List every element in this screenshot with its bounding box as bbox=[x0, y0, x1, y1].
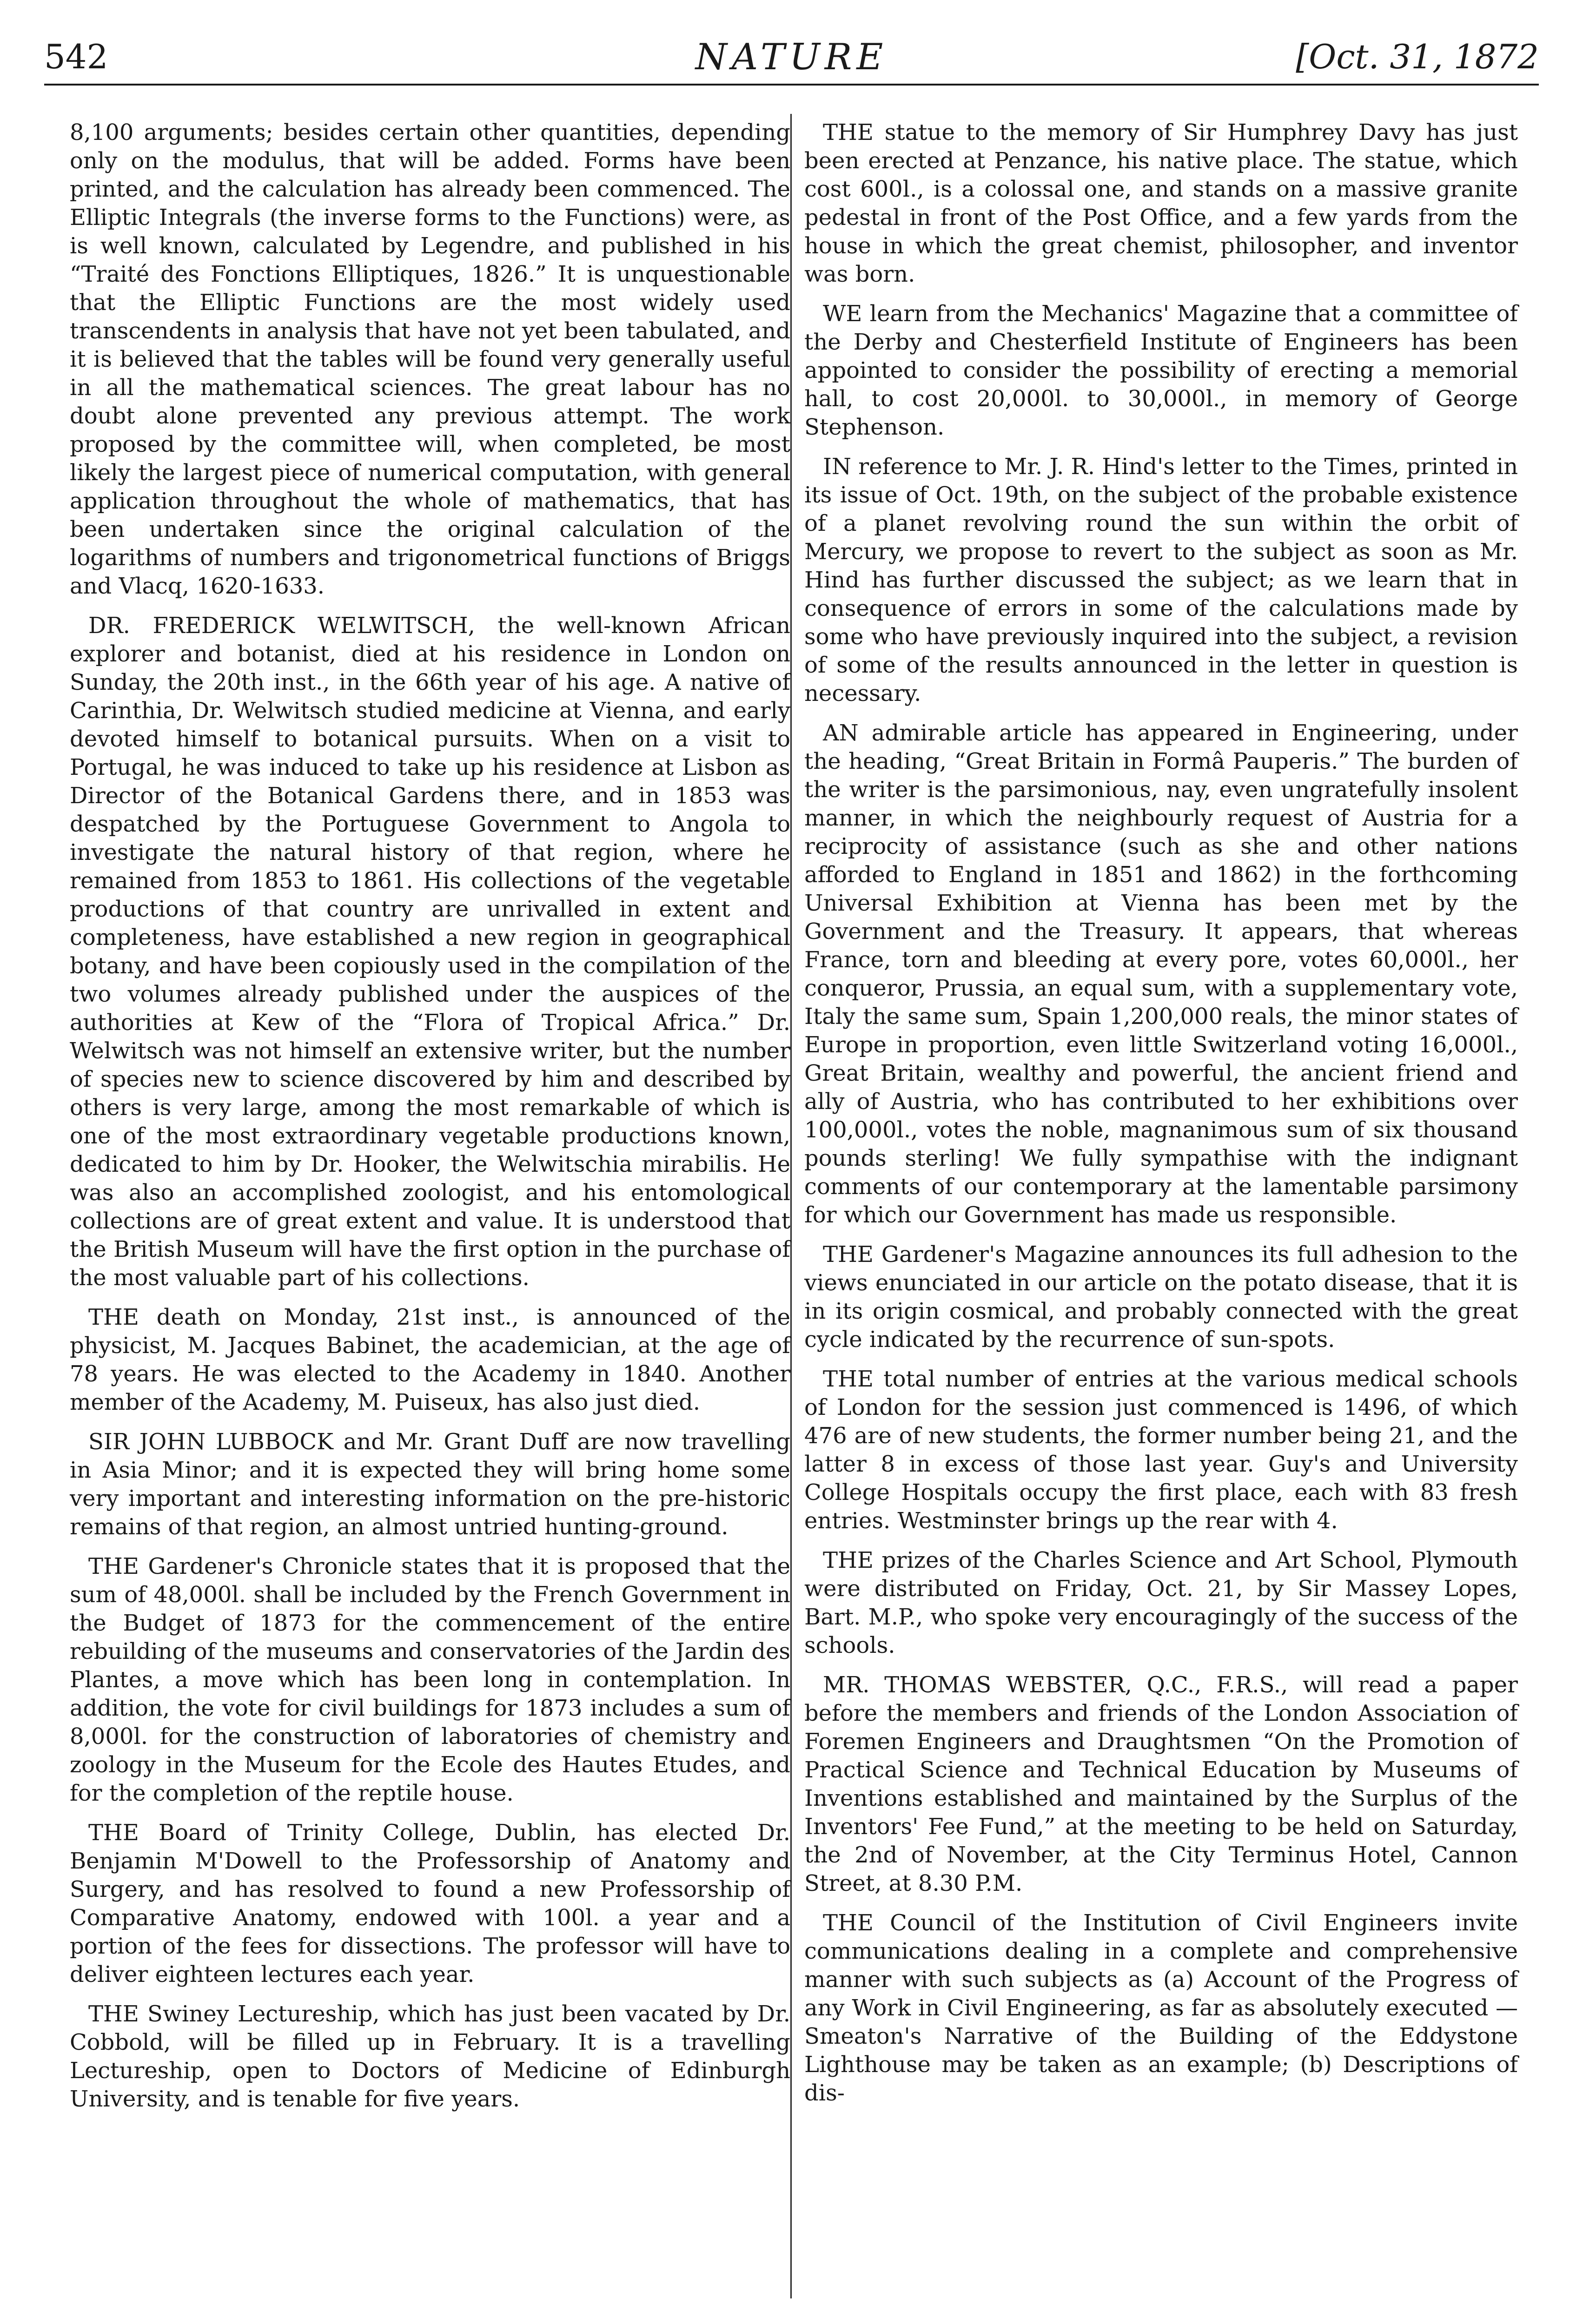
page-number: 542 bbox=[44, 37, 108, 76]
paragraph: AN admirable article has appeared in Engineering, under the heading, “Great Britain in Formâ Pauperis.” The burden of the writer is the parsimonious, nay, even ungratefully insolent manner, in which the neighbourly request of Austria for a reciprocity of assistance (such as she and other nations afforded to England in 1851 and 1862) in the forthcoming Universal Exhibition at Vienna has been met by the Government and the Treasury. It appears, that whereas France, torn and bleeding at every pore, votes 60,000l., her conqueror, Prussia, an equal sum, with a supplementary vote, Italy the same sum, Spain 1,200,000 reals, the minor states of Europe in proportion, even little Switzerland voting 16,000l., Great Britain, wealthy and powerful, the ancient friend and ally of Austria, who has contributed to her exhibitions over 100,000l., votes the noble, magnanimous sum of six thousand pounds sterling! We fully sympathise with the indignant comments of our contemporary at the lamentable parsimony for which our Government has made us responsible. bbox=[804, 720, 1518, 1228]
paragraph: THE death on Monday, 21st inst., is announced of the physicist, M. Jacques Babinet, the academician, at the age of 78 years. He was elected to the Academy in 1840. Another member of the Academy, M. Puiseux, has also just died. bbox=[70, 1304, 790, 1415]
right-column bbox=[804, 119, 1518, 2119]
paragraph: SIR JOHN LUBBOCK and Mr. Grant Duff are now travelling in Asia Minor; and it is expected they will bring home some very important and interesting information on the pre-historic remains of that region, an almost untried hunting-ground. bbox=[70, 1429, 790, 1540]
left-column bbox=[70, 119, 790, 2125]
paragraph: WE learn from the Mechanics' Magazine that a committee of the Derby and Chesterfield Institute of Engineers has been appointed to consider the possibility of erecting a memorial hall, to cost 20,000l. to 30,000l., in memory of George Stephenson. bbox=[804, 301, 1518, 440]
page-header bbox=[44, 28, 1539, 86]
paragraph: THE Council of the Institution of Civil Engineers invite communications dealing in a complete and comprehensive manner with such subjects as (a) Account of the Progress of any Work in Civil Engineering, as far as absolutely executed —Smeaton's Narrative of the Building of the Eddystone Lighthouse may be taken as an example; (b) Descriptions of dis- bbox=[804, 1910, 1518, 2106]
paragraph: THE total number of entries at the various medical schools of London for the session just commenced is 1496, of which 476 are of new students, the former number being 21, and the latter 8 in excess of those last year. Guy's and University College Hospitals occupy the first place, each with 83 fresh entries. Westminster brings up the rear with 4. bbox=[804, 1366, 1518, 1534]
paragraph: THE Swiney Lectureship, which has just been vacated by Dr. Cobbold, will be filled up in February. It is a travelling Lectureship, open to Doctors of Medicine of Edinburgh University, and is tenable for five years. bbox=[70, 2001, 790, 2112]
issue-date: [Oct. 31, 1872 bbox=[1296, 37, 1539, 76]
journal-title: NATURE bbox=[695, 36, 888, 78]
paragraph: THE statue to the memory of Sir Humphrey Davy has just been erected at Penzance, his native place. The statue, which cost 600l., is a colossal one, and stands on a massive granite pedestal in front of the Post Office, and a few yards from the house in which the great chemist, philosopher, and inventor was born. bbox=[804, 119, 1518, 287]
paragraph: THE Board of Trinity College, Dublin, has elected Dr. Benjamin M'Dowell to the Professorship of Anatomy and Surgery, and has resolved to found a new Professorship of Comparative Anatomy, endowed with 100l. a year and a portion of the fees for dissections. The professor will have to deliver eighteen lectures each year. bbox=[70, 1820, 790, 1987]
paragraph: THE Gardener's Magazine announces its full adhesion to the views enunciated in our article on the potato disease, that it is in its origin cosmical, and probably connected with the great cycle indicated by the recurrence of sun-spots. bbox=[804, 1241, 1518, 1353]
paragraph: MR. THOMAS WEBSTER, Q.C., F.R.S., will read a paper before the members and friends of the London Association of Foremen Engineers and Draughtsmen “On the Promotion of Practical Science and Technical Education by Museums of Inventions established and maintained by the Surplus of the Inventors' Fee Fund,” at the meeting to be held on Saturday, the 2nd of November, at the City Terminus Hotel, Cannon Street, at 8.30 P.M. bbox=[804, 1672, 1518, 1896]
paragraph: THE Gardener's Chronicle states that it is proposed that the sum of 48,000l. shall be included by the French Government in the Budget of 1873 for the commencement of the entire rebuilding of the museums and conservatories of the Jardin des Plantes, a move which has been long in contemplation. In addition, the vote for civil buildings for 1873 includes a sum of 8,000l. for the construction of laboratories of chemistry and zoology in the Museum for the Ecole des Hautes Etudes, and for the completion of the reptile house. bbox=[70, 1553, 790, 1806]
paragraph: 8,100 arguments; besides certain other quantities, depending only on the modulus, that will be added. Forms have been printed, and the calculation has already been commenced. The Elliptic Integrals (the inverse forms to the Functions) were, as is well known, calculated by Legendre, and published in his “Traité des Fonctions Elliptiques, 1826.” It is unquestionable that the Elliptic Functions are the most widely used transcendents in analysis that have not yet been tabulated, and it is believed that the tables will be found very generally useful in all the mathematical sciences. The great labour has no doubt alone prevented any previous attempt. The work proposed by the committee will, when completed, be most likely the largest piece of numerical computation, with general application throughout the whole of mathematics, that has been undertaken since the original calculation of the logarithms of numbers and trigonometrical functions of Briggs and Vlacq, 1620-1633. bbox=[70, 119, 790, 599]
paragraph: THE prizes of the Charles Science and Art School, Plymouth were distributed on Friday, Oct. 21, by Sir Massey Lopes, Bart. M.P., who spoke very encouragingly of the success of the schools. bbox=[804, 1547, 1518, 1658]
column-divider bbox=[790, 114, 792, 2298]
paragraph: IN reference to Mr. J. R. Hind's letter to the Times, printed in its issue of Oct. 19th, on the subject of the probable existence of a planet revolving round the sun within the orbit of Mercury, we propose to revert to the subject as soon as Mr. Hind has further discussed the subject; as we learn that in consequence of errors in some of the calculations made by some who have previously inquired into the subject, a revision of some of the results announced in the letter in question is necessary. bbox=[804, 454, 1518, 706]
paragraph: DR. FREDERICK WELWITSCH, the well-known African explorer and botanist, died at his residence in London on Sunday, the 20th inst., in the 66th year of his age. A native of Carinthia, Dr. Welwitsch studied medicine at Vienna, and early devoted himself to botanical pursuits. When on a visit to Portugal, he was induced to take up his residence at Lisbon as Director of the Botanical Gardens there, and in 1853 was despatched by the Portuguese Government to Angola to investigate the natural history of that region, where he remained from 1853 to 1861. His collections of the vegetable productions of that country are unrivalled in extent and completeness, have established a new region in geographical botany, and have been copiously used in the compilation of the two volumes already published under the auspices of the authorities at Kew of the “Flora of Tropical Africa.” Dr. Welwitsch was not himself an extensive writer, but the number of species new to science discovered by him and described by others is very large, among the most remarkable of which is one of the most extraordinary vegetable productions known, dedicated to him by Dr. Hooker, the Welwitschia mirabilis. He was also an accomplished zoologist, and his entomological collections are of great extent and value. It is understood that the British Museum will have the first option in the purchase of the most valuable part of his collections. bbox=[70, 613, 790, 1291]
